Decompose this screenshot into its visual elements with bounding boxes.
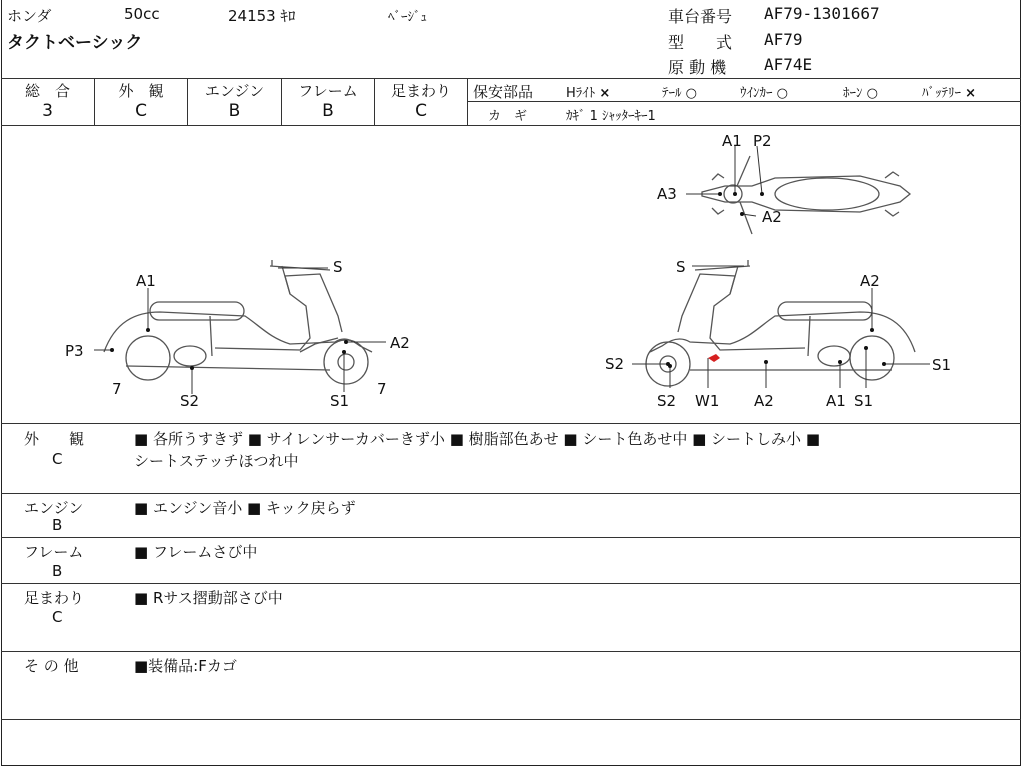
model-code: AF79 [764, 30, 803, 49]
frame-no-label: 車台番号 [668, 7, 733, 26]
diagram-label: P3 [65, 342, 84, 360]
suspension-grade-label: 足まわり [390, 82, 451, 100]
status-mark: ○ [776, 86, 788, 101]
diagram-label: A1 [826, 392, 846, 410]
diagram-label: S2 [605, 355, 625, 373]
comment-grade: B [52, 562, 63, 580]
diagram-label: A1 [722, 132, 742, 150]
mileage: 24153 ｷﾛ [228, 7, 296, 25]
suspension-grade: C [415, 101, 427, 121]
diagram-label: S [333, 258, 343, 276]
key-value: ｶｷﾞ 1 ｼｬｯﾀｰｷｰ1 [566, 109, 656, 124]
divider [468, 101, 1021, 102]
safety-item: ﾊﾞｯﾃﾘｰ × [922, 86, 977, 101]
color: ﾍﾞｰｼﾞｭ [388, 10, 427, 25]
divider [1, 537, 1021, 538]
safety-item: ｳｲﾝｶｰ ○ [740, 86, 788, 101]
diagram-label: S1 [854, 392, 874, 410]
status-mark: ○ [685, 86, 697, 101]
exterior-grade: C [135, 101, 147, 121]
comment-grade: B [52, 516, 63, 534]
diagram-label: A1 [136, 272, 156, 290]
damage-diagram [0, 126, 1022, 422]
divider [467, 78, 468, 125]
safety-item: Hﾗｲﾄ × [566, 86, 611, 101]
diagram-label: 7 [112, 380, 122, 398]
comment-label: 足まわり [24, 589, 85, 607]
diagram-label: 7 [377, 380, 387, 398]
comment-line: ■ Rサス摺動部さび中 [134, 589, 283, 607]
comment-label: そ の 他 [24, 657, 79, 675]
status-mark: ○ [866, 86, 878, 101]
comment-grade: C [52, 450, 63, 468]
engine-label: 原 動 機 [668, 58, 727, 77]
engine-code: AF74E [764, 55, 813, 74]
safety-item: ﾃｰﾙ ○ [662, 86, 697, 101]
comment-line: ■装備品:Fカゴ [134, 657, 237, 675]
comment-line: シートステッチほつれ中 [134, 452, 299, 470]
diagram-label: S2 [657, 392, 677, 410]
maker: ホンダ [7, 7, 52, 25]
diagram-label: P2 [753, 132, 772, 150]
diagram-label: A2 [390, 334, 410, 352]
damage-mark [708, 354, 720, 362]
overall-grade: 3 [42, 101, 53, 121]
diagram-label: S1 [330, 392, 350, 410]
diagram-label: A3 [657, 185, 677, 203]
diagram-label: S2 [180, 392, 200, 410]
comment-line: ■ 各所うすきず ■ サイレンサーカバーきず小 ■ 樹脂部色あせ ■ シート色あせ中 ■ シートしみ小 ■ [134, 430, 820, 448]
divider [1, 651, 1021, 652]
comment-grade: C [52, 608, 63, 626]
model-label: 型 式 [668, 33, 733, 52]
divider [1, 78, 1021, 79]
engine-grade: B [228, 101, 241, 121]
comment-line: ■ フレームさび中 [134, 543, 258, 561]
divider [1, 423, 1021, 424]
divider [1, 583, 1021, 584]
diagram-label: A2 [860, 272, 880, 290]
comment-line: ■ エンジン音小 ■ キック戻らず [134, 499, 356, 517]
comment-label: エンジン [24, 499, 84, 517]
frame-grade-label: フレーム [298, 82, 358, 100]
key-label: カ ギ [488, 109, 528, 124]
comment-label: フレーム [24, 543, 84, 561]
diagram-label: A2 [762, 208, 782, 226]
model-name: タクトベーシック [7, 33, 143, 53]
comment-label: 外 観 [24, 430, 85, 448]
diagram-label: S [676, 258, 686, 276]
status-mark: × [965, 86, 977, 101]
divider [1, 719, 1021, 720]
status-mark: × [599, 86, 611, 101]
diagram-label: A2 [754, 392, 774, 410]
displacement: 50cc [124, 5, 160, 23]
frame-no: AF79-1301667 [764, 4, 880, 23]
safety-item: ﾎｰﾝ ○ [843, 86, 878, 101]
safety-label: 保安部品 [473, 83, 534, 101]
overall-label: 総 合 [24, 82, 70, 100]
engine-grade-label: エンジン [204, 82, 265, 100]
frame-grade: B [322, 101, 334, 121]
diagram-label: S1 [932, 356, 952, 374]
scooter-top-view [702, 156, 910, 234]
divider [1, 493, 1021, 494]
exterior-label: 外 観 [118, 82, 164, 100]
diagram-label: W1 [695, 392, 720, 410]
